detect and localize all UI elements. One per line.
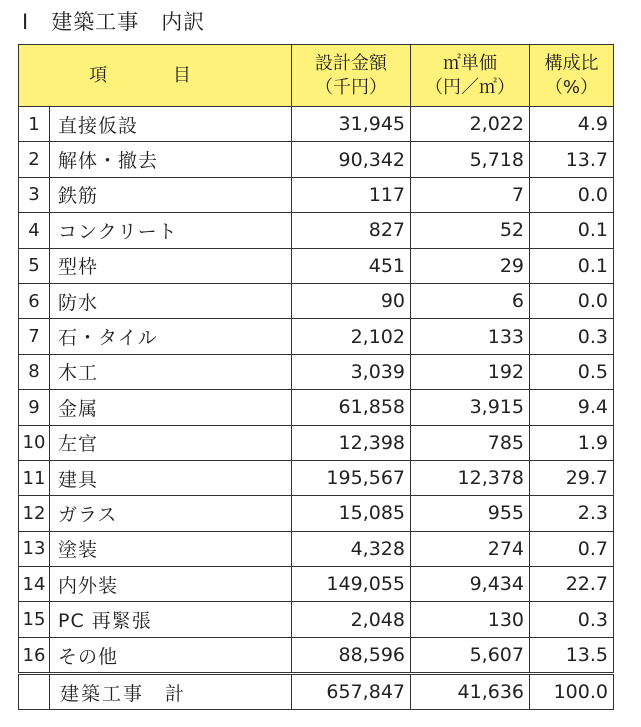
- row-cost: 117: [292, 177, 411, 212]
- row-cost: 3,039: [292, 354, 411, 389]
- row-item-name: 内外装: [50, 567, 292, 602]
- row-unit-price: 955: [411, 496, 530, 531]
- row-number: 5: [19, 248, 50, 283]
- header-item: 項 目: [19, 45, 292, 107]
- row-unit-price: 29: [411, 248, 530, 283]
- total-ratio: 100.0: [530, 674, 614, 710]
- header-cost: [292, 45, 411, 107]
- page-title: Ⅰ 建築工事 内訳: [22, 10, 206, 34]
- row-cost: 827: [292, 213, 411, 248]
- row-ratio: 29.7: [530, 460, 614, 495]
- row-unit-price: 12,378: [411, 460, 530, 495]
- row-cost: 61,858: [292, 390, 411, 425]
- row-unit-price: 192: [411, 354, 530, 389]
- row-ratio: 0.0: [530, 177, 614, 212]
- table-row: [19, 142, 614, 177]
- table-row: [19, 390, 614, 425]
- table-row: [19, 496, 614, 531]
- row-item-name: 木工: [50, 354, 292, 389]
- total-label: 建築工事 計: [50, 674, 292, 710]
- row-ratio: 2.3: [530, 496, 614, 531]
- table-row: [19, 531, 614, 566]
- header-unit-line2: （円／㎡）: [425, 76, 515, 98]
- row-cost: 149,055: [292, 567, 411, 602]
- total-unit-price: 41,636: [411, 674, 530, 710]
- row-cost: 12,398: [292, 425, 411, 460]
- table-row: [19, 460, 614, 495]
- row-item-name: 塗装: [50, 531, 292, 566]
- row-cost: 15,085: [292, 496, 411, 531]
- table-header: [19, 45, 614, 107]
- row-unit-price: 2,022: [411, 107, 530, 142]
- row-number: 9: [19, 390, 50, 425]
- row-ratio: 13.7: [530, 142, 614, 177]
- row-item-name: 金属: [50, 390, 292, 425]
- row-unit-price: 274: [411, 531, 530, 566]
- row-number: 14: [19, 567, 50, 602]
- total-number-cell: [19, 674, 50, 710]
- total-cost: 657,847: [292, 674, 411, 710]
- row-ratio: 13.5: [530, 637, 614, 673]
- row-number: 4: [19, 213, 50, 248]
- row-cost: 90: [292, 283, 411, 318]
- row-unit-price: 133: [411, 319, 530, 354]
- row-number: 6: [19, 283, 50, 318]
- table-row: [19, 177, 614, 212]
- total-row: [19, 674, 614, 710]
- row-item-name: 直接仮設: [50, 107, 292, 142]
- header-row: [19, 45, 614, 107]
- row-ratio: 0.3: [530, 602, 614, 637]
- row-number: 16: [19, 637, 50, 673]
- row-unit-price: 9,434: [411, 567, 530, 602]
- header-unit-line1: ㎡単価: [443, 52, 497, 74]
- table-row: [19, 425, 614, 460]
- row-unit-price: 130: [411, 602, 530, 637]
- row-ratio: 4.9: [530, 107, 614, 142]
- row-ratio: 9.4: [530, 390, 614, 425]
- row-item-name: 建具: [50, 460, 292, 495]
- row-unit-price: 5,718: [411, 142, 530, 177]
- header-cost-line1: 設計金額: [315, 52, 387, 74]
- row-ratio: 0.0: [530, 283, 614, 318]
- row-number: 10: [19, 425, 50, 460]
- table-body: [19, 107, 614, 674]
- row-unit-price: 52: [411, 213, 530, 248]
- table-footer: [19, 674, 614, 710]
- row-item-name: 防水: [50, 283, 292, 318]
- row-cost: 31,945: [292, 107, 411, 142]
- row-item-name: 解体・撤去: [50, 142, 292, 177]
- row-item-name: 石・タイル: [50, 319, 292, 354]
- table-row: [19, 567, 614, 602]
- header-ratio-line1: 構成比: [544, 52, 599, 74]
- row-item-name: 型枠: [50, 248, 292, 283]
- row-unit-price: 3,915: [411, 390, 530, 425]
- table-row: [19, 213, 614, 248]
- table-row: [19, 283, 614, 318]
- header-unit-price: [411, 45, 530, 107]
- row-unit-price: 6: [411, 283, 530, 318]
- table-row: [19, 248, 614, 283]
- row-number: 13: [19, 531, 50, 566]
- header-ratio: [530, 45, 614, 107]
- row-number: 2: [19, 142, 50, 177]
- row-cost: 195,567: [292, 460, 411, 495]
- row-item-name: コンクリート: [50, 213, 292, 248]
- row-cost: 451: [292, 248, 411, 283]
- row-number: 12: [19, 496, 50, 531]
- row-number: 15: [19, 602, 50, 637]
- table-row: [19, 637, 614, 673]
- row-item-name: PC 再緊張: [50, 602, 292, 637]
- row-cost: 2,048: [292, 602, 411, 637]
- row-ratio: 0.7: [530, 531, 614, 566]
- row-cost: 2,102: [292, 319, 411, 354]
- row-unit-price: 785: [411, 425, 530, 460]
- table-row: [19, 354, 614, 389]
- row-ratio: 22.7: [530, 567, 614, 602]
- row-ratio: 0.5: [530, 354, 614, 389]
- row-unit-price: 5,607: [411, 637, 530, 673]
- row-item-name: 左官: [50, 425, 292, 460]
- row-ratio: 0.1: [530, 248, 614, 283]
- row-item-name: 鉄筋: [50, 177, 292, 212]
- table-row: [19, 602, 614, 637]
- row-unit-price: 7: [411, 177, 530, 212]
- row-ratio: 0.3: [530, 319, 614, 354]
- cost-breakdown-table: [18, 44, 614, 710]
- header-ratio-line2: （%）: [544, 76, 599, 98]
- table-row: [19, 107, 614, 142]
- row-cost: 88,596: [292, 637, 411, 673]
- header-cost-line2: （千円）: [315, 76, 387, 98]
- row-number: 11: [19, 460, 50, 495]
- row-number: 3: [19, 177, 50, 212]
- row-ratio: 0.1: [530, 213, 614, 248]
- row-cost: 90,342: [292, 142, 411, 177]
- row-number: 1: [19, 107, 50, 142]
- row-number: 8: [19, 354, 50, 389]
- row-item-name: ガラス: [50, 496, 292, 531]
- row-item-name: その他: [50, 637, 292, 673]
- row-cost: 4,328: [292, 531, 411, 566]
- row-number: 7: [19, 319, 50, 354]
- row-ratio: 1.9: [530, 425, 614, 460]
- table-row: [19, 319, 614, 354]
